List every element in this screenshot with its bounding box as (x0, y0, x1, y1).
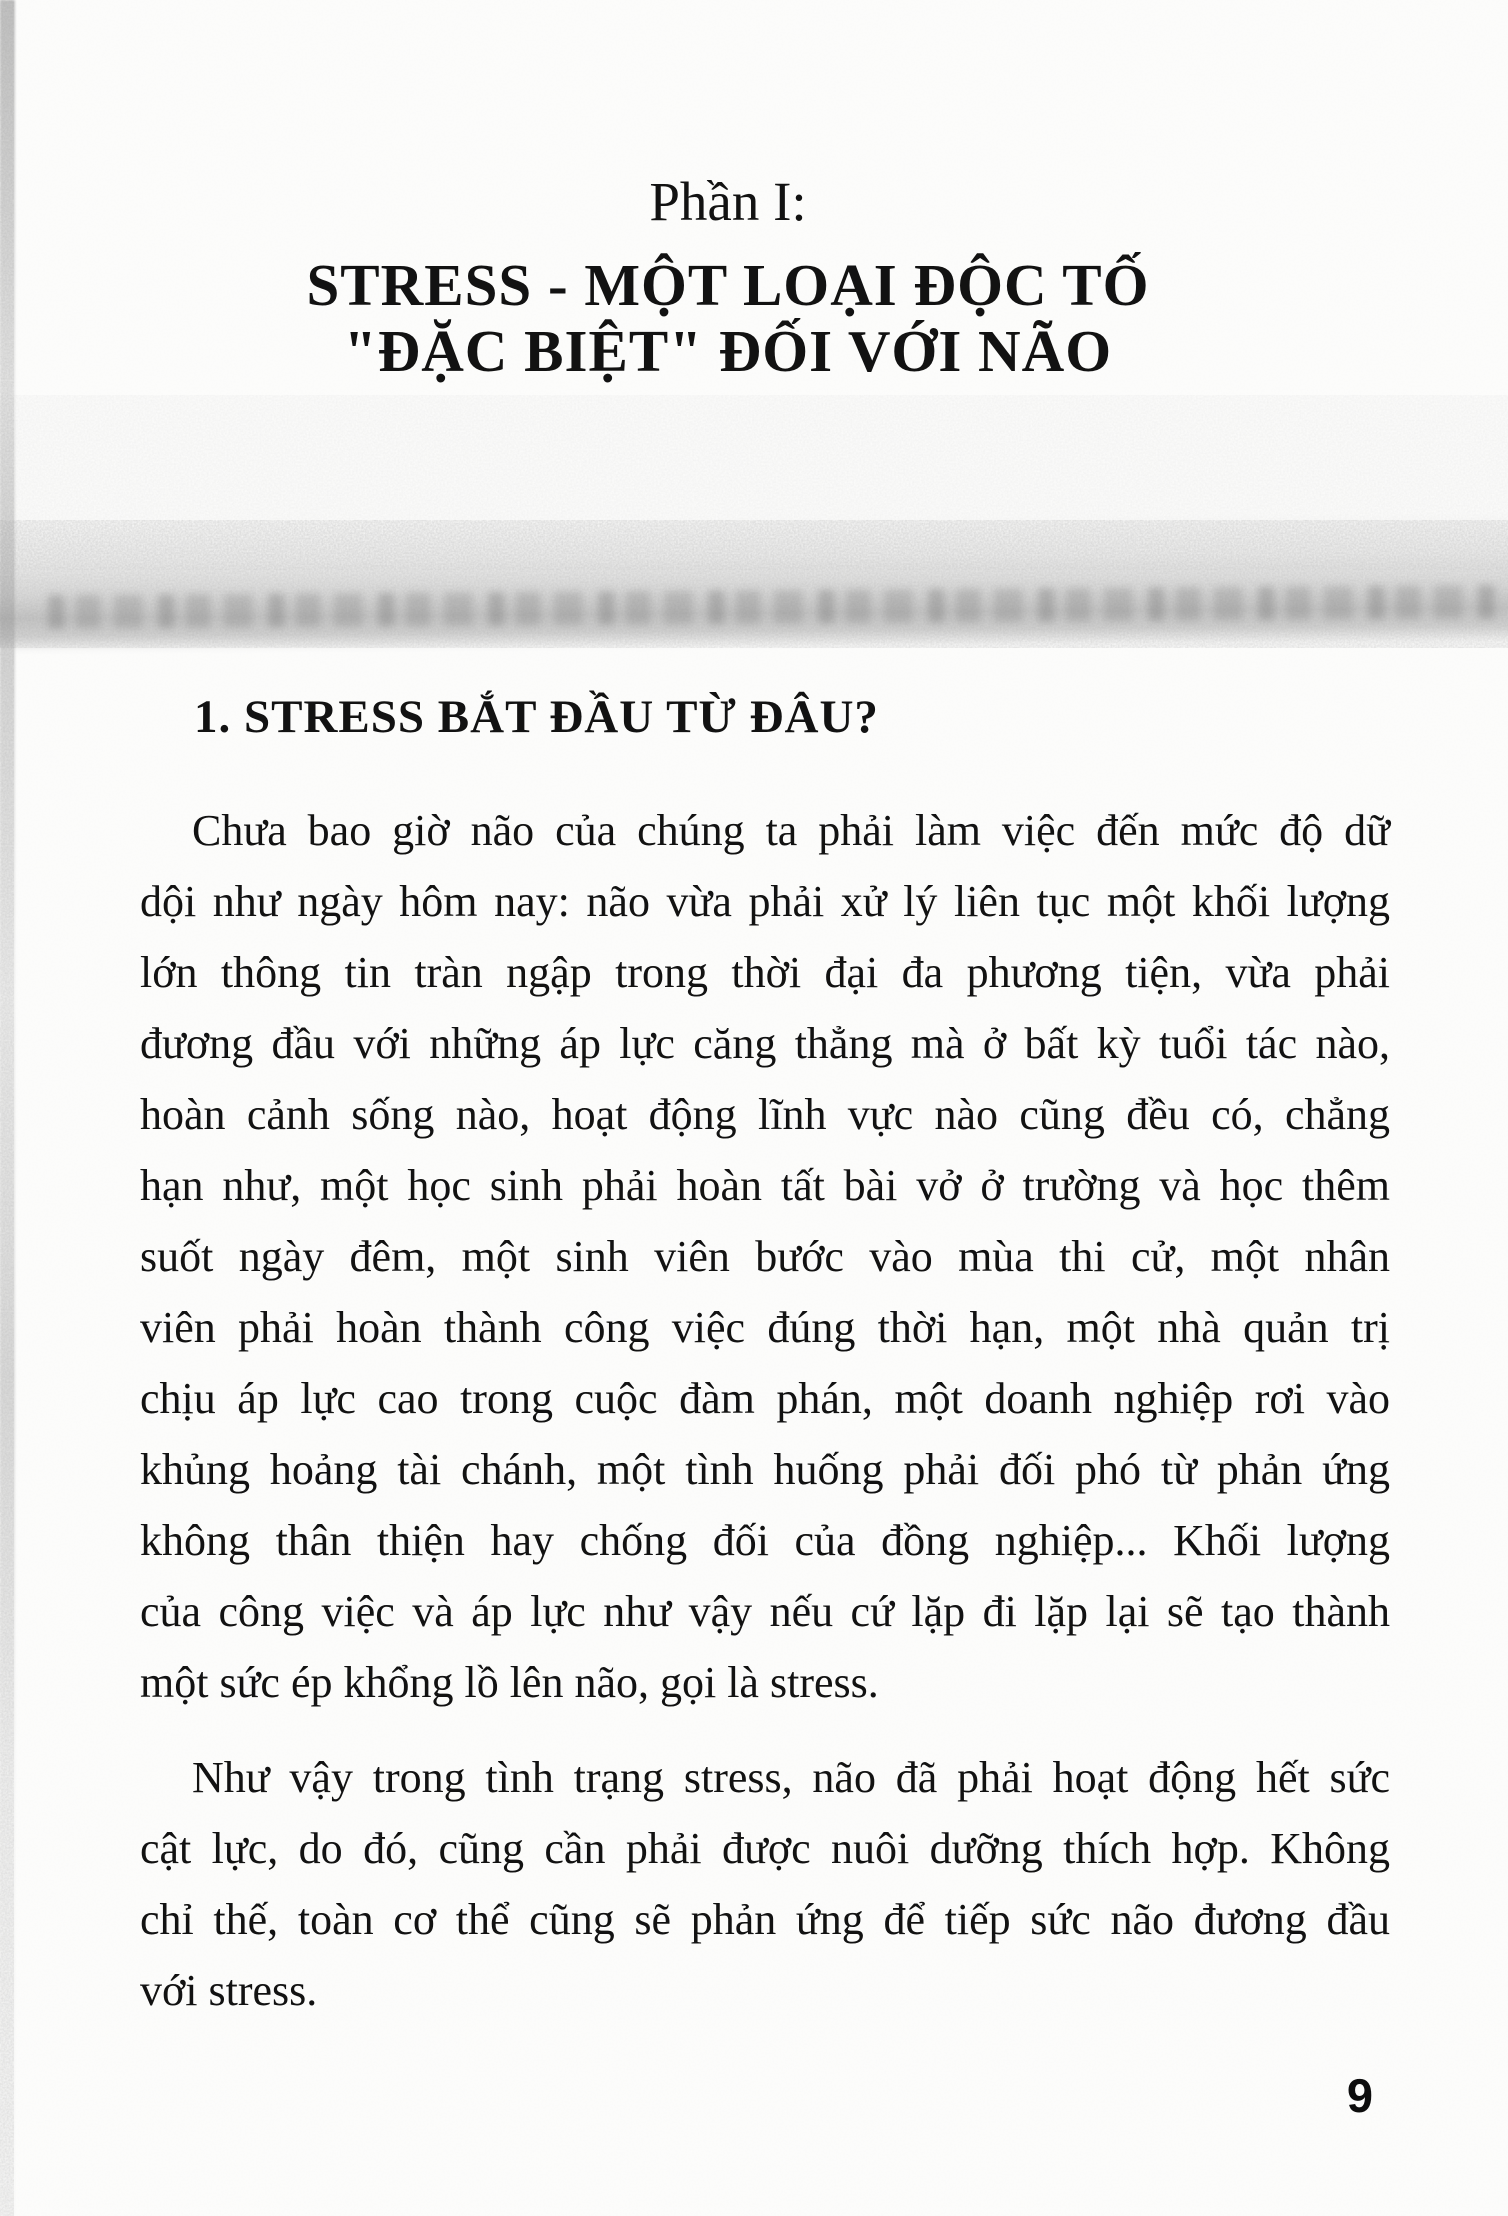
page-number: 9 (1346, 2069, 1374, 2122)
scan-ghost-text-smudge (48, 585, 1500, 629)
body-line: Như vậy trong tình trạng stress, não đã phải hoạt động hết sức (192, 1753, 1390, 1802)
body-line: chỉ thế, toàn cơ thể cũng sẽ phản ứng để tiếp sức não đương đầu (140, 1895, 1390, 1944)
body-text (140, 795, 1390, 2026)
body-line: chịu áp lực cao trong cuộc đàm phán, một doanh nghiệp rơi vào (140, 1374, 1390, 1423)
body-line: viên phải hoàn thành công việc đúng thời hạn, một nhà quản trị (140, 1303, 1390, 1352)
body-line: một sức ép khổng lồ lên não, gọi là stress. (140, 1658, 879, 1707)
scan-artifact-band (0, 513, 1508, 656)
body-line: hoàn cảnh sống nào, hoạt động lĩnh vực nào cũng đều có, chẳng (140, 1090, 1390, 1139)
body-line: với stress. (140, 1966, 318, 2015)
book-title-line-2: "ĐẶC BIỆT" ĐỐI VỚI NÃO (343, 318, 1113, 384)
paragraph-2 (140, 1742, 1390, 2026)
part-label: Phần I: (649, 171, 807, 232)
paragraph-1 (140, 795, 1390, 1718)
body-line: không thân thiện hay chống đối của đồng nghiệp... Khối lượng (140, 1516, 1390, 1565)
book-title-line-1: STRESS - MỘT LOẠI ĐỘC TỐ (306, 252, 1150, 318)
body-line: lớn thông tin tràn ngập trong thời đại đa phương tiện, vừa phải (140, 948, 1390, 997)
body-line: khủng hoảng tài chánh, một tình huống phải đối phó từ phản ứng (140, 1445, 1390, 1494)
chapter-heading: 1. STRESS BẮT ĐẦU TỪ ĐÂU? (194, 691, 879, 743)
body-line: dội như ngày hôm nay: não vừa phải xử lý liên tục một khối lượng (140, 877, 1390, 926)
body-line: Chưa bao giờ não của chúng ta phải làm việc đến mức độ dữ (192, 806, 1390, 855)
book-title (60, 252, 1396, 384)
body-line: hạn như, một học sinh phải hoàn tất bài vở ở trường và học thêm (140, 1161, 1390, 1210)
scan-left-edge-shadow (0, 0, 15, 2216)
body-line: đương đầu với những áp lực căng thẳng mà ở bất kỳ tuổi tác nào, (140, 1019, 1390, 1068)
body-line: cật lực, do đó, cũng cần phải được nuôi dưỡng thích hợp. Không (140, 1824, 1390, 1873)
body-line: suốt ngày đêm, một sinh viên bước vào mùa thi cử, một nhân (140, 1232, 1390, 1281)
body-line: của công việc và áp lực như vậy nếu cứ lặp đi lặp lại sẽ tạo thành (140, 1587, 1390, 1636)
